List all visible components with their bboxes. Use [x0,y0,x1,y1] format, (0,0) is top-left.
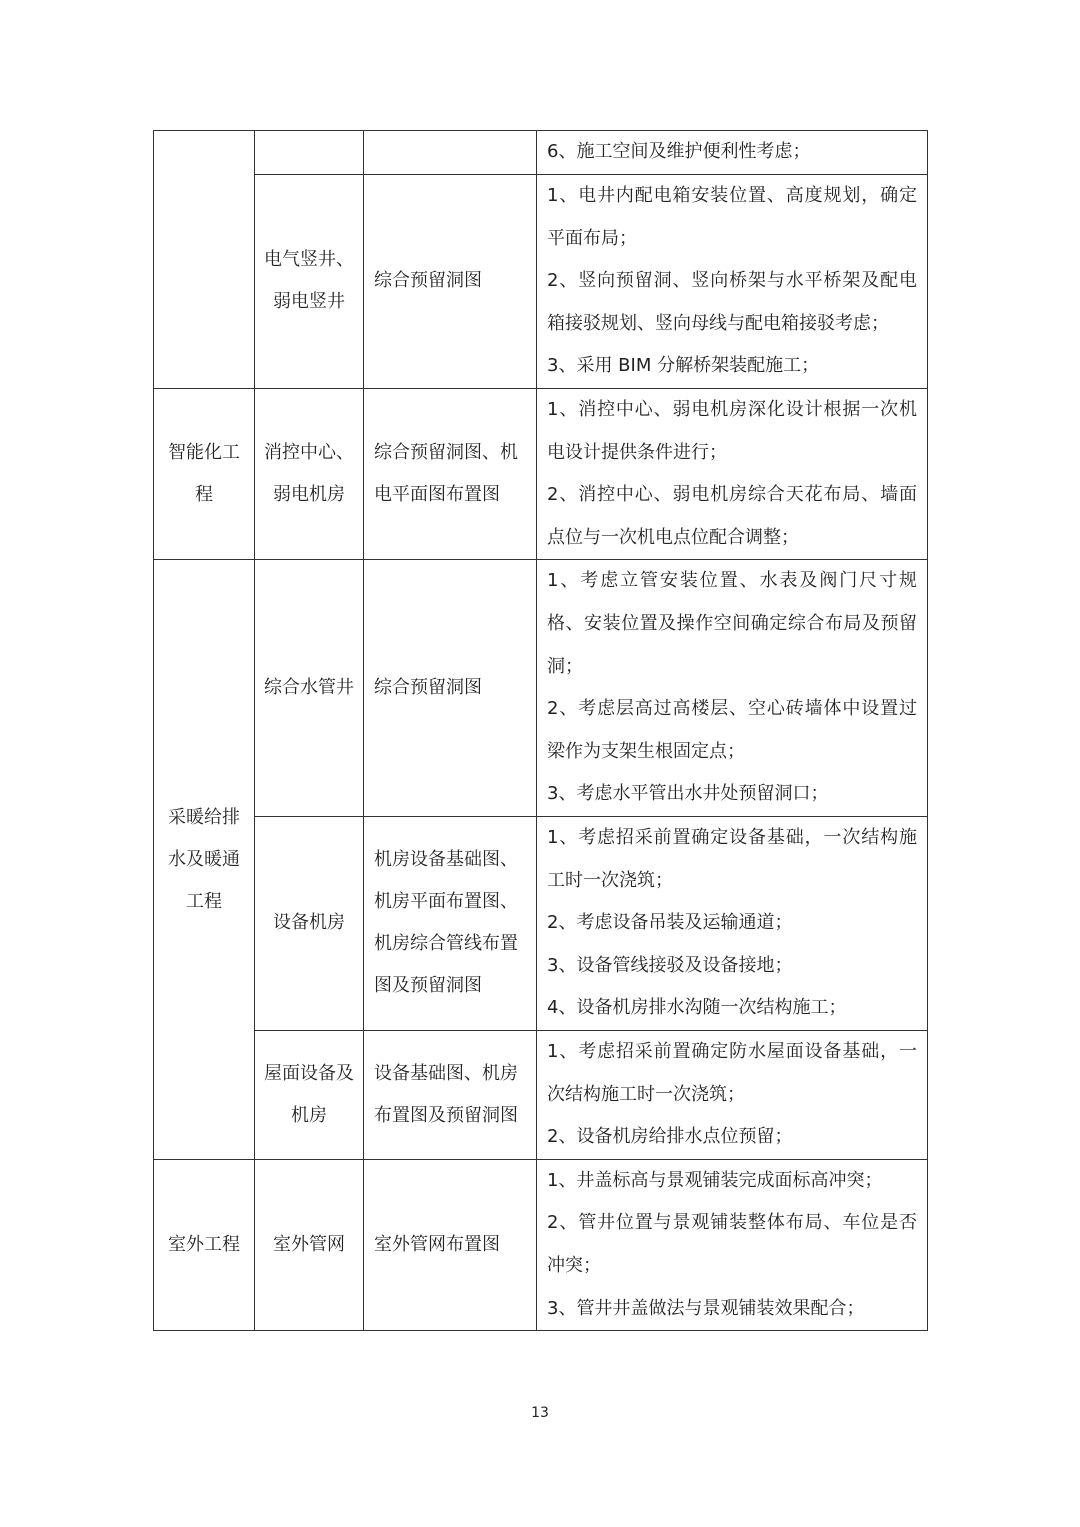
notes-cell [537,1159,928,1330]
note-line: 1、消控中心、弱电机房深化设计根据一次机电设计提供条件进行； [547,398,917,463]
drawing-cell: 设备基础图、机房布置图及预留洞图 [364,1030,537,1159]
note-line: 4、设备机房排水沟随一次结构施工； [547,997,847,1019]
note-line: 1、井盖标高与景观铺装完成面标高冲突； [547,1169,883,1191]
table-row [154,1030,928,1159]
page-number: 13 [531,1405,549,1421]
category-cell: 智能化工程 [154,388,255,559]
table-row [154,560,928,817]
table-row [154,388,928,559]
note-line: 2、考虑设备吊装及运输通道； [547,912,793,934]
mep-design-table [153,130,928,1331]
note-line: 1、电井内配电箱安装位置、高度规划，确定平面布局； [547,185,917,249]
notes-cell [537,816,928,1030]
drawing-cell: 机房设备基础图、机房平面布置图、机房综合管线布置图及预留洞图 [364,816,537,1030]
note-line: 2、消控中心、弱电机房综合天花布局、墙面点位与一次机电点位配合调整； [547,484,917,548]
location-cell: 屋面设备及机房 [255,1030,364,1159]
category-cell: 室外工程 [154,1159,255,1330]
note-line: 3、设备管线接驳及设备接地； [547,954,793,976]
note-line: 1、考虑招采前置确定防水屋面设备基础，一次结构施工时一次浇筑； [547,1040,917,1105]
notes-cell [537,175,928,389]
note-line: 3、管井井盖做法与景观铺装效果配合； [547,1297,865,1319]
table-row [154,1159,928,1330]
notes-cell [537,131,928,175]
location-cell: 室外管网 [255,1159,364,1330]
location-cell: 综合水管井 [255,560,364,817]
note-line: 6、施工空间及维护便利性考虑； [547,141,811,163]
drawing-cell: 室外管网布置图 [364,1159,537,1330]
drawing-cell [364,131,537,175]
location-cell [255,131,364,175]
note-line: 3、采用 BIM 分解桥架装配施工； [547,355,820,377]
note-line: 1、考虑招采前置确定设备基础，一次结构施工时一次浇筑； [547,826,917,891]
location-cell: 电气竖井、弱电竖井 [255,175,364,389]
category-cell: 采暖给排水及暖通工程 [154,560,255,1160]
note-line: 2、竖向预留洞、竖向桥架与水平桥架及配电箱接驳规划、竖向母线与配电箱接驳考虑； [547,270,917,334]
note-line: 2、考虑层高过高楼层、空心砖墙体中设置过梁作为支架生根固定点； [547,698,917,762]
table-row [154,175,928,389]
drawing-cell: 综合预留洞图 [364,560,537,817]
note-line: 2、管井位置与景观铺装整体布局、车位是否冲突； [547,1212,917,1277]
note-line: 3、考虑水平管出水井处预留洞口； [547,783,829,805]
notes-cell [537,1030,928,1159]
notes-cell [537,388,928,559]
drawing-cell: 综合预留洞图 [364,175,537,389]
drawing-cell: 综合预留洞图、机电平面图布置图 [364,388,537,559]
location-cell: 消控中心、弱电机房 [255,388,364,559]
table-row [154,816,928,1030]
notes-cell [537,560,928,817]
category-cell [154,131,255,389]
table-row [154,131,928,175]
location-cell: 设备机房 [255,816,364,1030]
note-line: 2、设备机房给排水点位预留； [547,1126,793,1148]
note-line: 1、考虑立管安装位置、水表及阀门尺寸规格、安装位置及操作空间确定综合布局及预留洞； [547,570,917,677]
